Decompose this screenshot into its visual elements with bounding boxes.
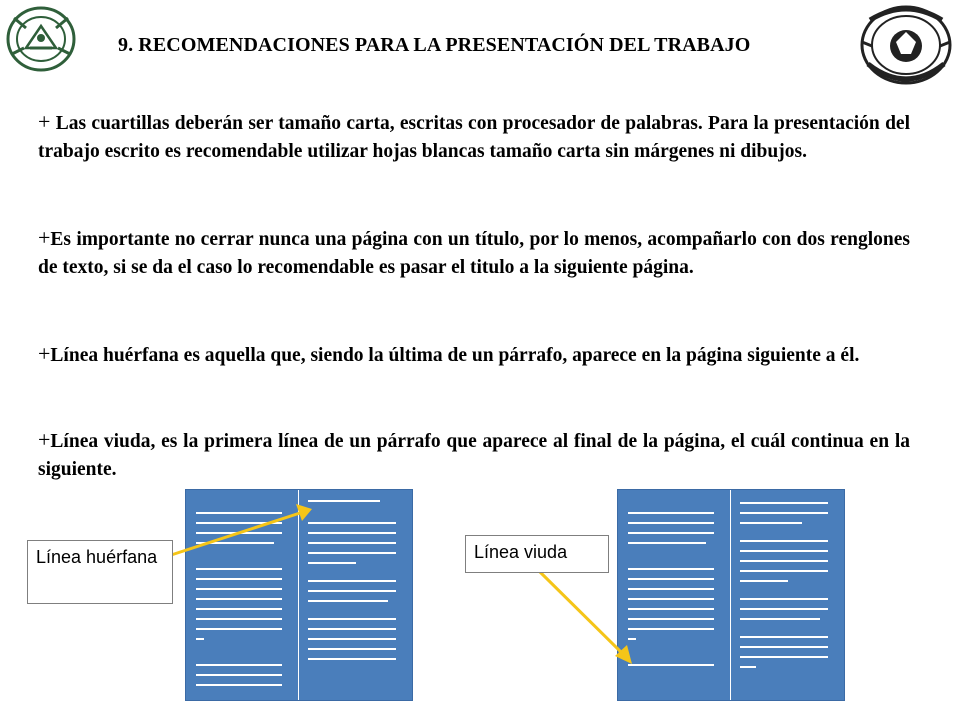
widow-line-label: Línea viuda: [465, 535, 609, 573]
orphan-line-label: Línea huérfana: [27, 540, 173, 604]
paragraph-text: Línea huérfana es aquella que, siendo la última de un párrafo, aparece en la página siguiente a él.: [50, 345, 860, 366]
plus-bullet: +: [38, 341, 51, 366]
paragraph-text: Es importante no cerrar nunca una página con un título, por lo menos, acompañarlo con dos renglones de texto, si se da el caso lo recomendable es pasar el titulo a la siguiente página.: [38, 229, 910, 278]
widow-arrow: [538, 570, 624, 655]
paragraph-text: Línea viuda, es la primera línea de un párrafo que aparece al final de la página, el cuál continua en la siguiente.: [38, 431, 910, 480]
orphan-arrow: [165, 513, 300, 557]
plus-bullet: +: [38, 109, 51, 134]
page-title: 9. RECOMENDACIONES PARA LA PRESENTACIÓN DEL TRABAJO: [118, 34, 751, 56]
plus-bullet: +: [38, 225, 51, 250]
plus-bullet: +: [38, 427, 51, 452]
paragraph-text: Las cuartillas deberán ser tamaño carta, escritas con procesador de palabras. Para la presentación del trabajo escrito es recomendable utilizar hojas blancas tamaño carta sin márgenes ni dibujos.: [38, 113, 910, 162]
